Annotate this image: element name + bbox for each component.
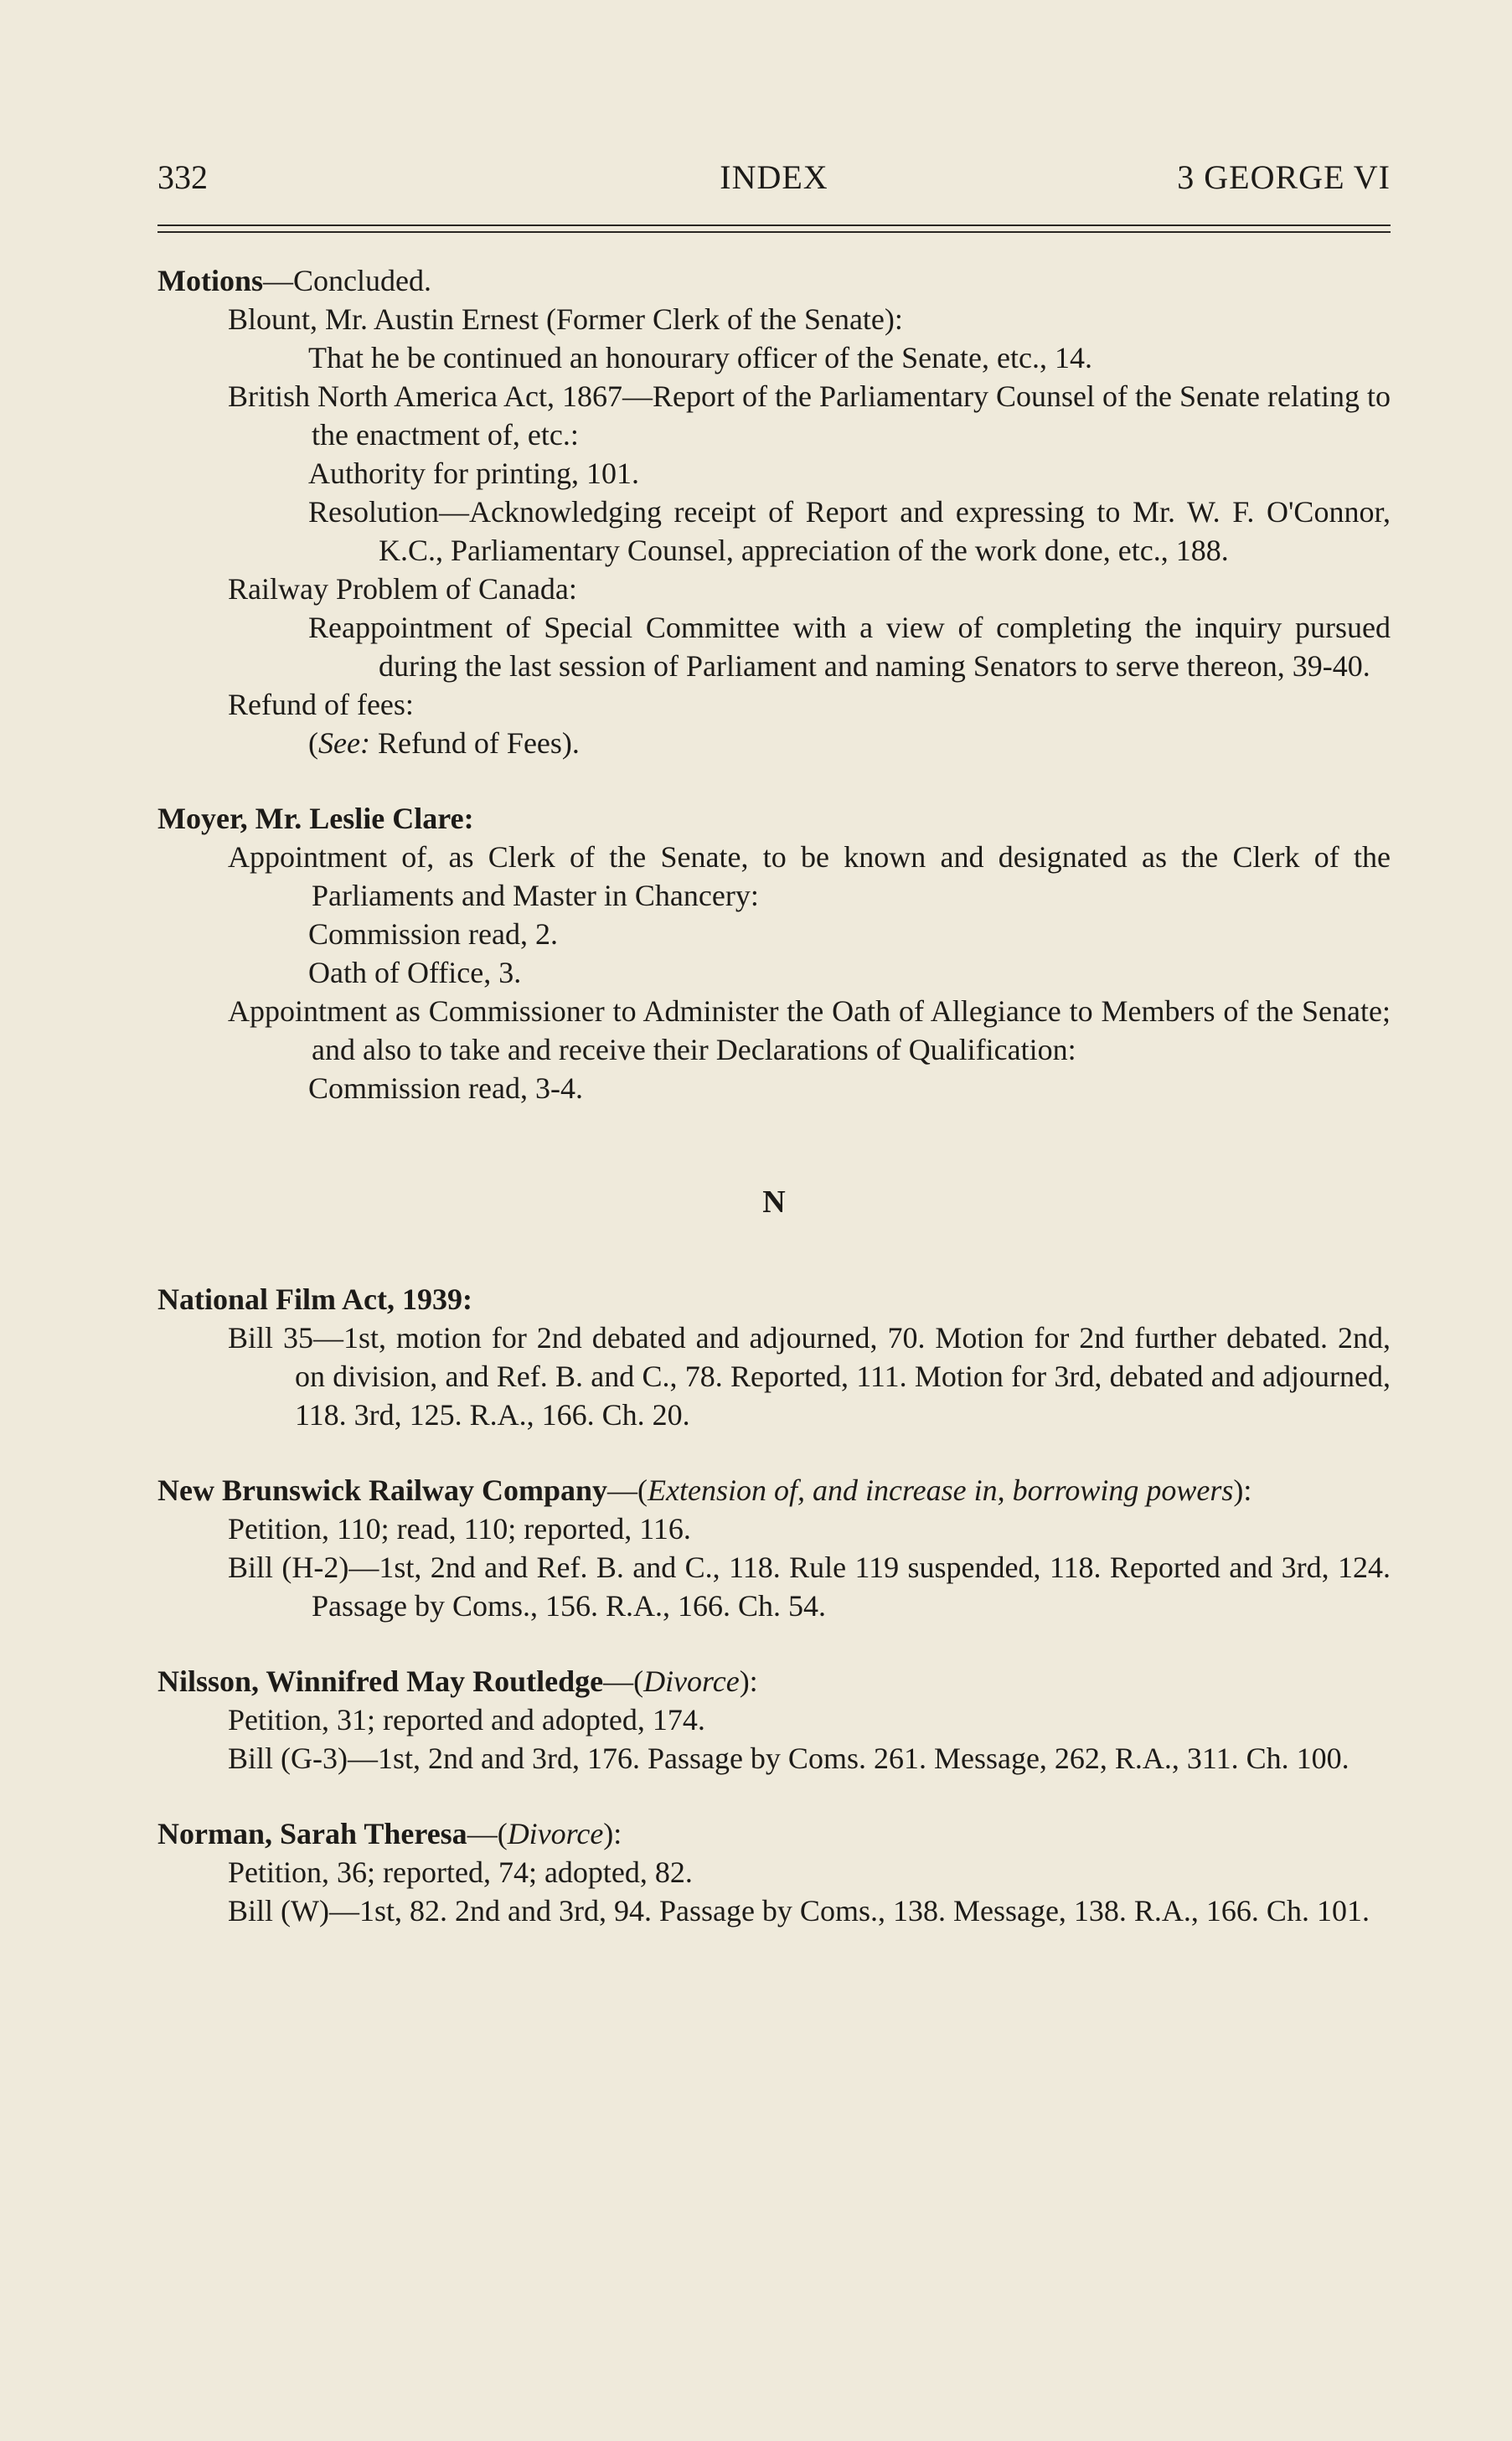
subentry-line: Appointment as Commissioner to Administer the Oath of Allegiance to Members of the Senate; and also to take and receive their Declarations of Qualification: (228, 994, 1391, 1066)
subentry-line: Commission read, 2. (308, 917, 558, 951)
subentry-line: Bill (W)—1st, 82. 2nd and 3rd, 94. Passage by Coms., 138. Message, 138. R.A., 166. Ch. 101. (228, 1894, 1370, 1928)
subentry-line: Bill 35—1st, motion for 2nd debated and adjourned, 70. Motion for 2nd further debated. 2nd, on division, and Ref. B. and C., 78. Reported, 111. Motion for 3rd, debated and adjourned, 118. 3rd, 125. R.A., 166. Ch. 20. (228, 1321, 1391, 1432)
subentry-line: Petition, 31; reported and adopted, 174. (228, 1703, 705, 1737)
index-entry-nilsson (157, 1662, 1391, 1778)
subentry-line: Petition, 110; read, 110; reported, 116. (228, 1512, 691, 1546)
entry-heading: Motions—Concluded. (157, 264, 431, 297)
subentry-railway: Railway Problem of Canada: (228, 572, 577, 606)
page-number: 332 (157, 158, 208, 196)
subentry-line: Reappointment of Special Committee with a view of completing the inquiry pursued during the last session of Parliament and naming Senators to serve thereon, 39-40. (308, 611, 1391, 683)
subentry-line: Appointment of, as Clerk of the Senate, to be known and designated as the Clerk of the Parliaments and Master in Chancery: (228, 840, 1391, 912)
entry-heading: Nilsson, Winnifred May Routledge—(Divorce): (157, 1664, 758, 1698)
subentry-line: Bill (G-3)—1st, 2nd and 3rd, 176. Passage by Coms. 261. Message, 262, R.A., 311. Ch. 100. (228, 1742, 1349, 1775)
subentry-line: Commission read, 3-4. (308, 1071, 583, 1105)
subentry-bna: British North America Act, 1867—Report of the Parliamentary Counsel of the Senate relating to the enactment of, etc.: (228, 379, 1391, 452)
index-entry-national-film-act (157, 1280, 1391, 1434)
subentry-line: Petition, 36; reported, 74; adopted, 82. (228, 1855, 693, 1889)
index-entry-norman (157, 1814, 1391, 1930)
page-header (157, 156, 1391, 199)
subentry-line: That he be continued an honourary officer of the Senate, etc., 14. (308, 341, 1092, 374)
entry-heading: National Film Act, 1939: (157, 1282, 472, 1316)
index-entry-moyer (157, 799, 1391, 1107)
subentry-line: Authority for printing, 101. (308, 457, 639, 490)
subentry-line: Resolution—Acknowledging receipt of Report and expressing to Mr. W. F. O'Connor, K.C., Parliamentary Counsel, appreciation of the work done, etc., 188. (308, 495, 1391, 567)
entry-heading: New Brunswick Railway Company—(Extension of, and increase in, borrowing powers): (157, 1473, 1252, 1507)
index-content (157, 261, 1391, 1967)
subentry-refund: Refund of fees: (228, 688, 414, 721)
index-entry-motions (157, 261, 1391, 762)
running-reign: 3 GEORGE VI (1177, 158, 1391, 196)
section-letter: N (762, 1184, 786, 1220)
header-rule-bottom (157, 231, 1391, 233)
header-rule-top (157, 224, 1391, 226)
entry-heading: Norman, Sarah Theresa—(Divorce): (157, 1817, 622, 1850)
entry-heading: Moyer, Mr. Leslie Clare: (157, 802, 474, 835)
subentry-line: Bill (H-2)—1st, 2nd and Ref. B. and C., 118. Rule 119 suspended, 118. Reported and 3rd, 124. Passage by Coms., 156. R.A., 166. Ch. 54. (228, 1551, 1391, 1623)
subentry-blount: Blount, Mr. Austin Ernest (Former Clerk of the Senate): (228, 302, 903, 336)
subentry-line: Oath of Office, 3. (308, 956, 522, 989)
running-title: INDEX (720, 158, 828, 196)
index-entry-new-brunswick-railway (157, 1471, 1391, 1625)
subentry-line: (See: Refund of Fees). (308, 726, 580, 760)
